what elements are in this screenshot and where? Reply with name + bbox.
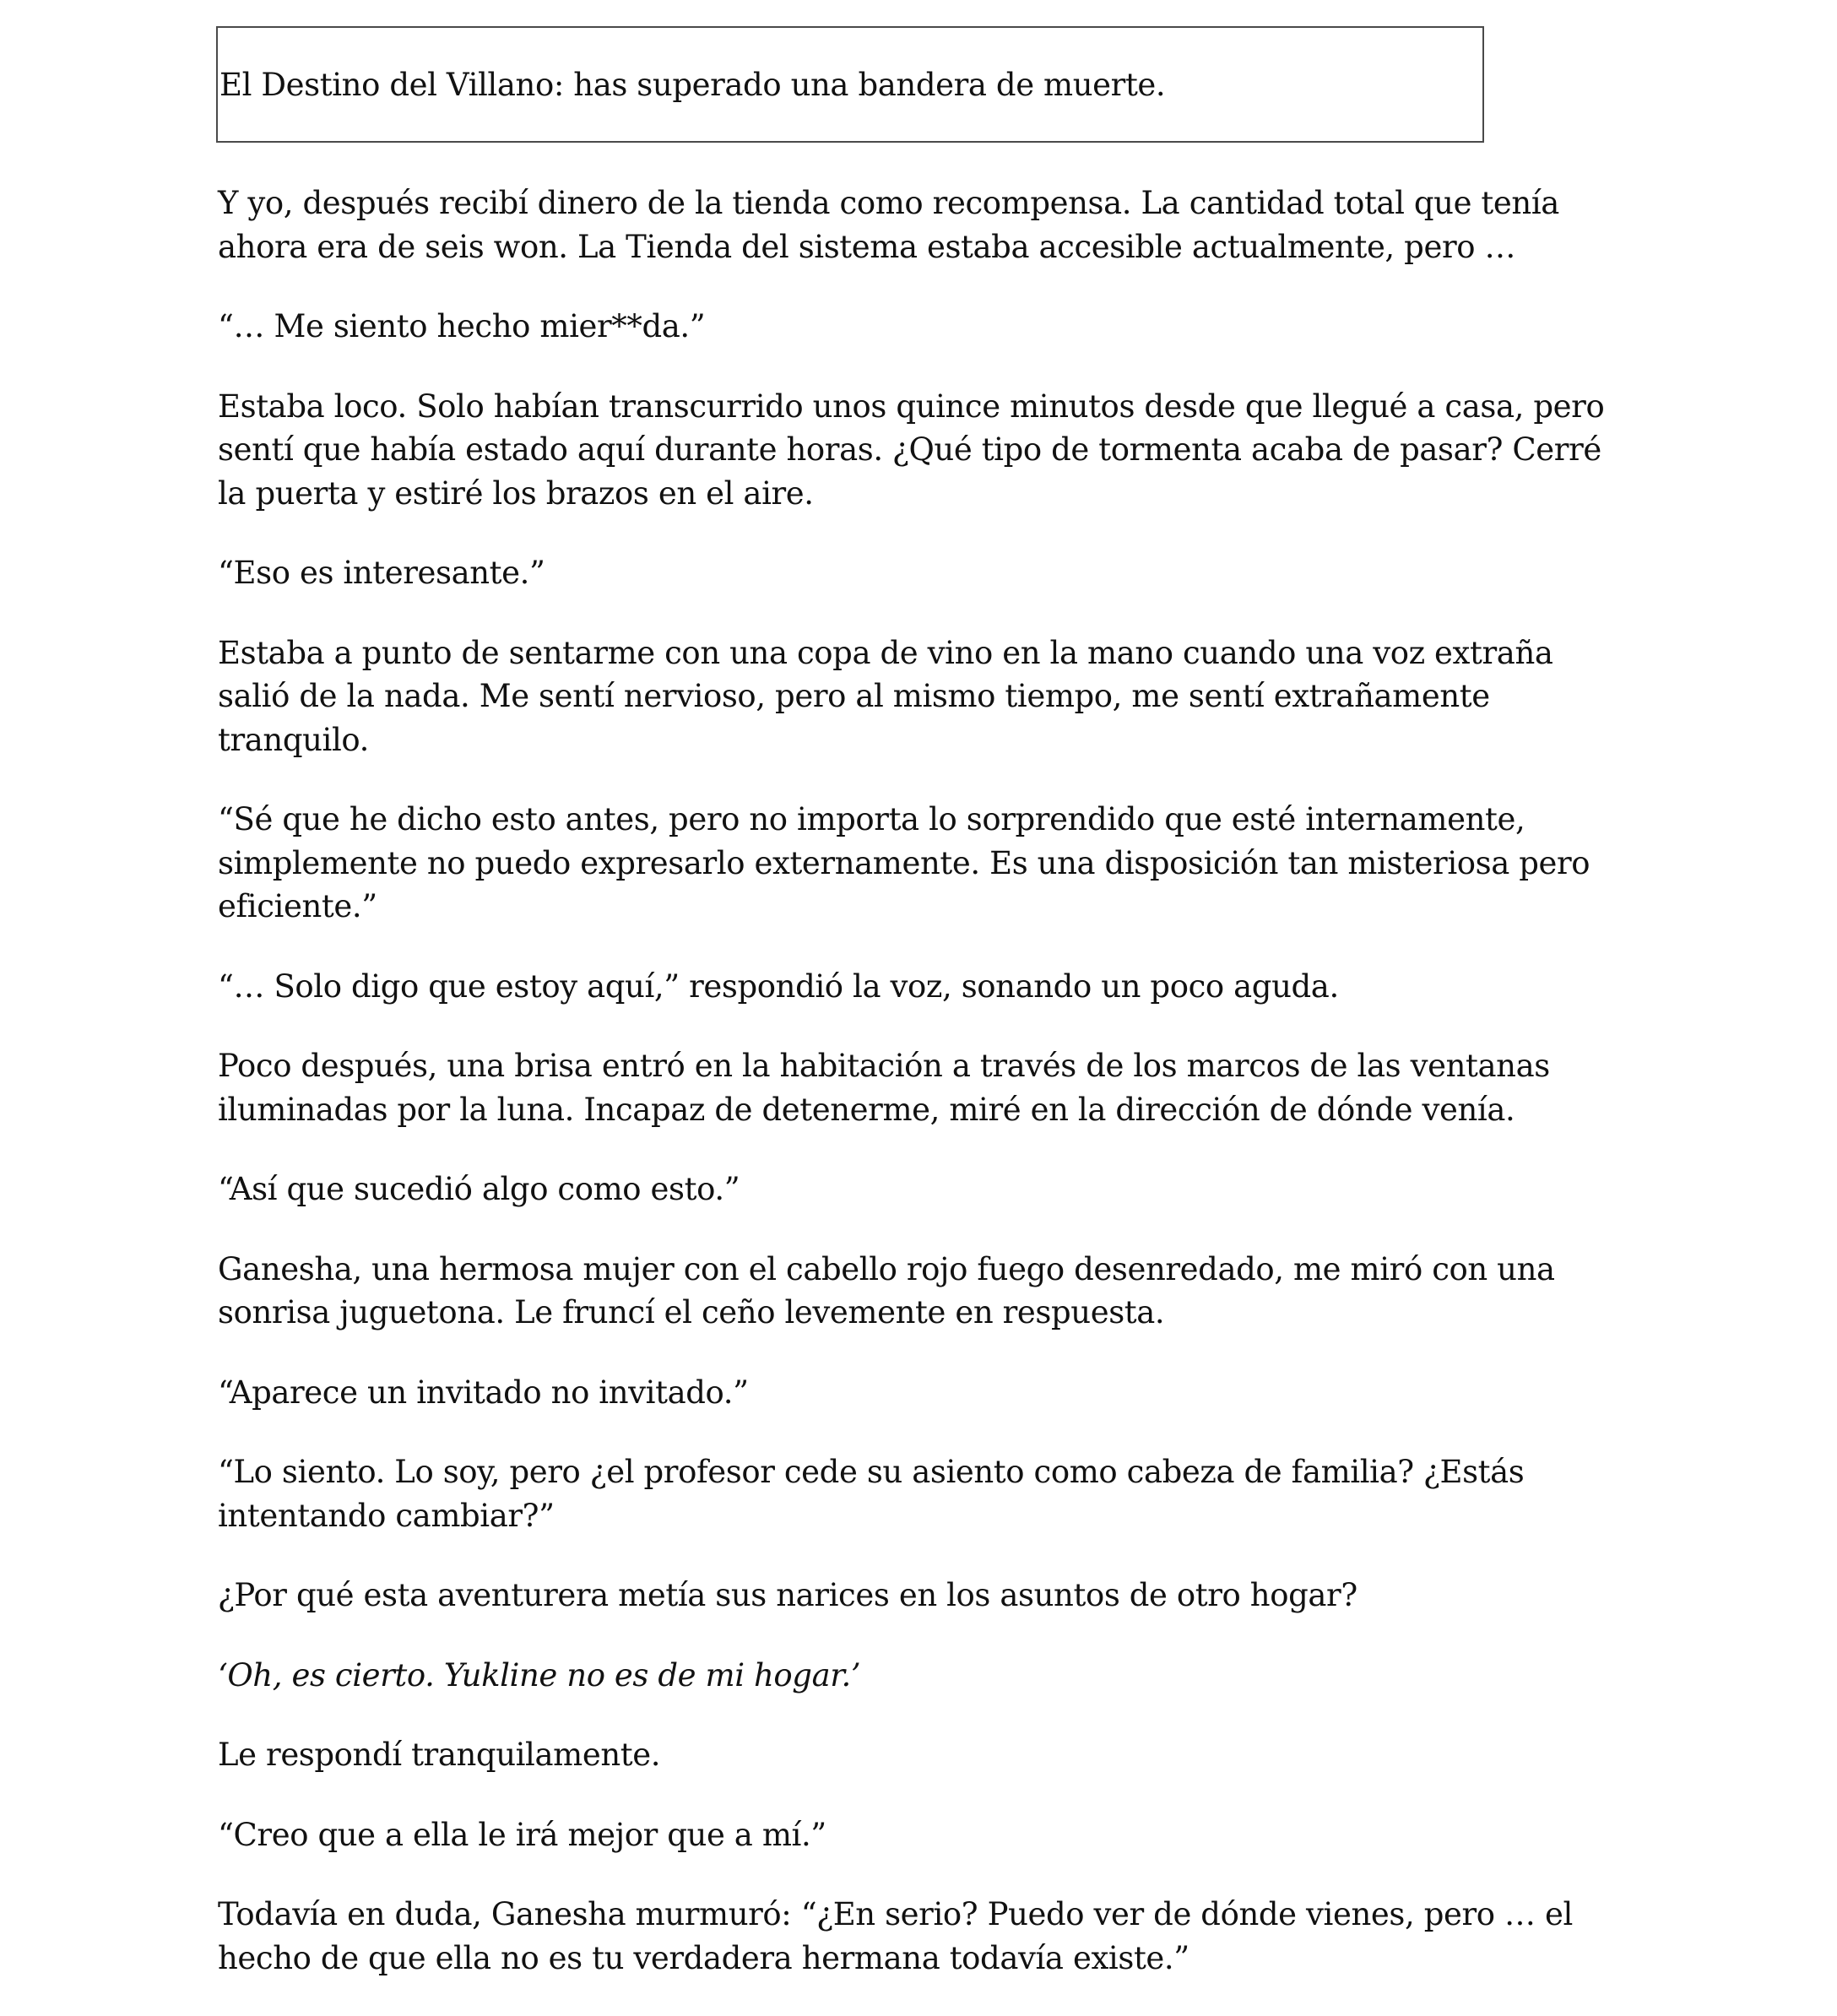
paragraph: “Así que sucedió algo como esto.” — [218, 1171, 740, 1207]
paragraph: “Lo siento. Lo soy, pero ¿el profesor cede su asiento como cabeza de familia? ¿Estás intentando cambiar?” — [218, 1454, 1525, 1534]
paragraph: “Aparece un invitado no invitado.” — [218, 1374, 749, 1411]
paragraph: Estaba a punto de sentarme con una copa de vino en la mano cuando una voz extraña salió de la nada. Me sentí nervioso, pero al mismo tiempo, me sentí extrañamente tranquilo. — [218, 634, 1553, 758]
paragraph: Le respondí tranquilamente. — [218, 1737, 661, 1773]
paragraph: Todavía en duda, Ganesha murmuró: “¿En serio? Puedo ver de dónde vienes, pero … el hecho de que ella no es tu verdadera hermana todavía existe.” — [218, 1896, 1573, 1976]
paragraph: Poco después, una brisa entró en la habitación a través de los marcos de las ventanas iluminadas por la luna. Incapaz de detenerme, miré en la dirección de dónde venía. — [218, 1048, 1550, 1128]
paragraph: “Eso es interesante.” — [218, 555, 545, 591]
paragraph: Ganesha, una hermosa mujer con el cabello rojo fuego desenredado, me miró con una sonrisa juguetona. Le fruncí el ceño levemente en respuesta. — [218, 1250, 1555, 1330]
paragraph: Estaba loco. Solo habían transcurrido unos quince minutos desde que llegué a casa, pero sentí que había estado aquí durante horas. ¿Qué tipo de tormenta acaba de pasar? Cerré la puerta y estiré los brazos en el aire. — [218, 387, 1605, 512]
paragraph: “Sé que he dicho esto antes, pero no importa lo sorprendido que esté internamente, simplemente no puedo expresarlo externamente. Es una disposición tan misteriosa pero eficiente.” — [218, 801, 1590, 924]
paragraph: Y yo, después recibí dinero de la tienda como recompensa. La cantidad total que tenía ahora era de seis won. La Tienda del sistema estaba accesible actualmente, pero … — [218, 185, 1559, 265]
inner-thought-paragraph: ‘Oh, es cierto. Yukline no es de mi hogar.’ — [218, 1656, 861, 1694]
document-body — [218, 182, 1619, 2016]
paragraph: ¿Por qué esta aventurera metía sus narices en los asuntos de otro hogar? — [218, 1577, 1357, 1613]
paragraph: “… Solo digo que estoy aquí,” respondió la voz, sonando un poco aguda. — [218, 967, 1339, 1005]
system-notice-text: El Destino del Villano: has superado una bandera de muerte. — [219, 67, 1166, 103]
paragraph: “… Me siento hecho mier**da.” — [218, 308, 706, 344]
paragraph: “Creo que a ella le irá mejor que a mí.” — [218, 1816, 826, 1853]
system-notice-box — [216, 26, 1484, 143]
